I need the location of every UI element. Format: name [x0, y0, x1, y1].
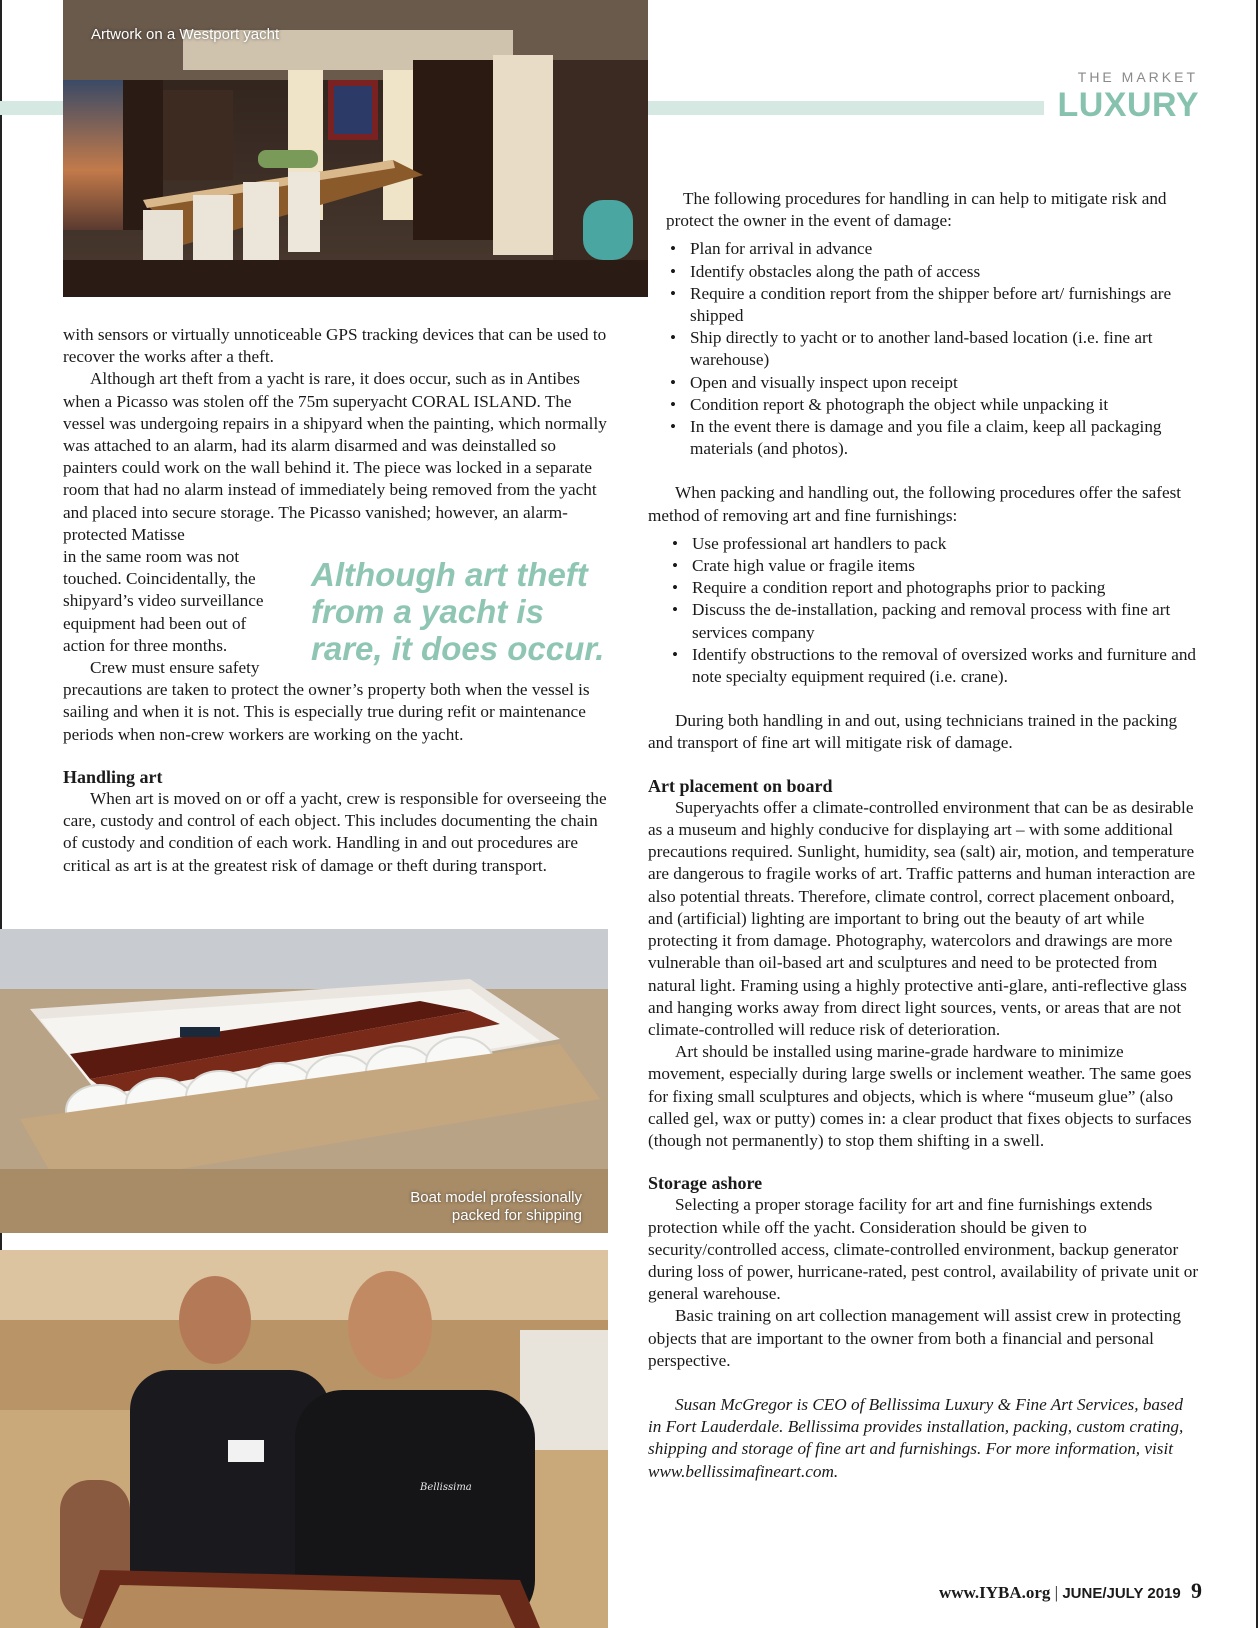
- paragraph: precautions are taken to protect the owner’s property both when the vessel is sailing and when it is not. This is especially true during refit or maintenance periods when non-crew workers are working on the yacht.: [63, 680, 590, 744]
- handling-in-list: [648, 238, 1200, 460]
- pull-quote: Although art theft from a yacht is rare, it does occur.: [311, 556, 605, 667]
- paragraph-narrow: in the same room was not touched. Coincidentally, the shipyard’s video surveillance equipment had been out of action for three months.: [63, 547, 264, 655]
- list-item: • Open and visually inspect upon receipt: [690, 372, 1200, 394]
- svg-text:Bellissima: Bellissima: [420, 1482, 472, 1493]
- paragraph-narrow: Crew must ensure safety: [90, 658, 260, 678]
- left-column: [63, 324, 611, 877]
- header-bar-left: [0, 101, 64, 115]
- paragraph: with sensors or virtually unnoticeable GPS tracking devices that can be used to recover the works after a theft.: [63, 325, 607, 367]
- yacht-interior-photo: [63, 0, 648, 297]
- top-photo-caption: Artwork on a Westport yacht: [91, 26, 280, 43]
- paragraph: When packing and handling out, the following procedures offer the safest method of removing art and fine furnishings:: [648, 483, 1182, 525]
- footer-issue: JUNE/JULY 2019: [1062, 1585, 1181, 1602]
- paragraph: When art is moved on or off a yacht, crew is responsible for overseeing the care, custody and control of each object. This includes documenting the chain of custody and condition of each work. Handling in and out procedures are critical as art is at the greatest risk of damage or theft during transport.: [63, 789, 607, 875]
- list-item: • In the event there is damage and you file a claim, keep all packaging materials (and photos).: [690, 416, 1200, 460]
- boat-photo-caption-line2: packed for shipping: [451, 1207, 582, 1224]
- paragraph: Although art theft from a yacht is rare, it does occur, such as in Antibes when a Picasso was stolen off the 75m superyacht CORAL ISLAND. The vessel was undergoing repairs in a shipyard when the painting, which normally was attached to an alarm, had its alarm disarmed and was deinstalled so painters could work on the wall behind it. The piece was locked in a separate room that had no alarm instead of immediately being removed from the yacht and placed into secure storage. The Picasso vanished; however, an alarm-protected Matisse: [63, 369, 607, 544]
- heading-handling-art: Handling art: [63, 766, 163, 787]
- header-bar-right: [648, 101, 1044, 115]
- list-item: • Require a condition report and photographs prior to packing: [692, 577, 1200, 599]
- page-number: 9: [1191, 1578, 1202, 1603]
- list-item: • Use professional art handlers to pack: [692, 533, 1200, 555]
- right-column: [648, 188, 1200, 1483]
- list-item: • Condition report & photograph the object while unpacking it: [690, 394, 1200, 416]
- heading-art-placement: Art placement on board: [648, 775, 833, 796]
- list-item: • Require a condition report from the shipper before art/ furnishings are shipped: [690, 283, 1200, 327]
- paragraph: During both handling in and out, using technicians trained in the packing and transport of fine art will mitigate risk of damage.: [648, 711, 1178, 753]
- footer-separator: |: [1054, 1583, 1059, 1602]
- heading-storage-ashore: Storage ashore: [648, 1173, 763, 1194]
- section-title: LUXURY: [1057, 86, 1199, 124]
- paragraph: Superyachts offer a climate-controlled environment that can be as desirable as a museum and highly conducive for displaying art – with some additional precautions required. Sunlight, humidity, sea (salt) air, motion, and temperature are dangerous to fragile works of art. Traffic patterns and human interaction are also potential threats. Therefore, climate control, correct placement onboard, and (artificial) lighting are important to bring out the beauty of art while protecting it from damage. Photography, watercolors and drawings are more vulnerable than oil-based art and sculptures and need to be protected from natural light. Framing using a highly protective anti-glare, anti-reflective glass and hanging works away from direct light sources, vents, or areas that are not climate-controlled will reduce risk of deterioration.: [648, 797, 1196, 1039]
- page-footer: [939, 1578, 1202, 1604]
- paragraph: Selecting a proper storage facility for art and fine furnishings extends protection while off the yacht. Consideration should be given to security/controlled access, climate-controlled environment, backup generator during loss of power, hurricane-rated, pest control, availability of private unit or general warehouse.: [648, 1195, 1199, 1304]
- boat-photo-caption-line1: Boat model professionally: [410, 1189, 582, 1206]
- boat-model-packed-photo: [0, 929, 608, 1233]
- technicians-photo: [0, 1250, 608, 1628]
- section-kicker: THE MARKET: [1077, 69, 1198, 85]
- list-item: • Discuss the de-installation, packing and removal process with fine art services company: [692, 599, 1200, 643]
- list-item: • Crate high value or fragile items: [692, 555, 1200, 577]
- list-item: • Plan for arrival in advance: [690, 238, 1200, 260]
- paragraph: Art should be installed using marine-grade hardware to minimize movement, especially during large swells or inclement weather. The same goes for fixing small sculptures and objects, which is where “museum glue” (also called gel, wax or putty) comes in: a clear product that fixes objects to surfaces (though not permanently) to stop them shifting in a swell.: [648, 1042, 1192, 1150]
- handling-out-list: [648, 533, 1200, 688]
- list-item: • Identify obstructions to the removal of oversized works and furniture and note specialty equipment required (i.e. crane).: [692, 644, 1200, 688]
- paragraph: The following procedures for handling in can help to mitigate risk and protect the owner in the event of damage:: [666, 189, 1167, 231]
- paragraph: Basic training on art collection management will assist crew in protecting objects that are important to the owner from both a financial and personal perspective.: [648, 1306, 1181, 1370]
- list-item: • Identify obstacles along the path of access: [690, 261, 1200, 283]
- author-bio: Susan McGregor is CEO of Bellissima Luxury & Fine Art Services, based in Fort Lauderdale. Bellissima provides installation, packing, custom crating, shipping and storage of fine art and furnishings. For more information, visit www.bellissimafineart.com.: [648, 1394, 1184, 1481]
- footer-site-link[interactable]: www.IYBA.org: [938, 1583, 1051, 1602]
- list-item: • Ship directly to yacht or to another land-based location (i.e. fine art warehouse): [690, 327, 1200, 371]
